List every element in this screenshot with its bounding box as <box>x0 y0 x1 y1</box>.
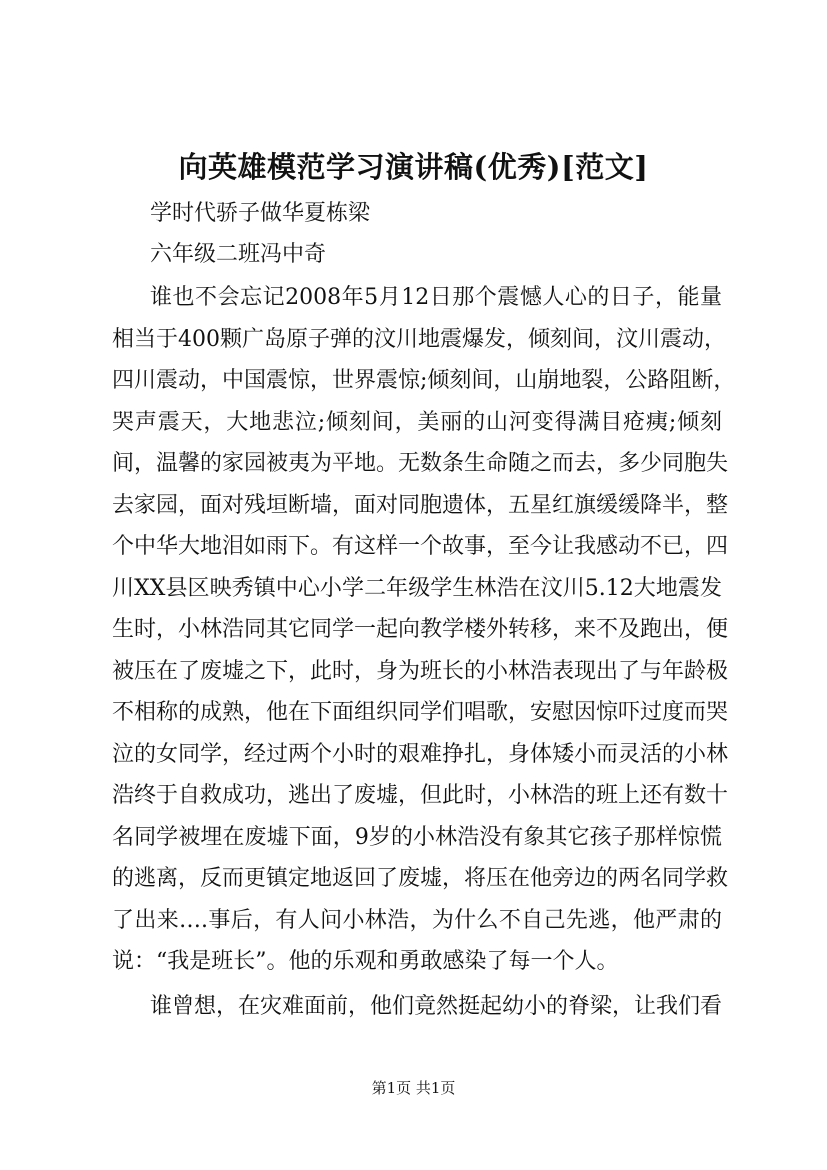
paragraph-line: 谁也不会忘记2008年5月12日那个震憾人心的日子，能量 <box>150 285 722 310</box>
paragraph-line: 被压在了废墟之下，此时，身为班长的小林浩表现出了与年龄极 <box>112 659 729 684</box>
document-title: 向英雄模范学习演讲稿(优秀)[范文] <box>178 150 649 184</box>
paragraph-line: 说：“我是班长”。他的乐观和勇敢感染了每一个人。 <box>112 949 619 974</box>
paragraph-line: 了出来….事后，有人问小林浩，为什么不自己先逃，他严肃的 <box>112 908 722 933</box>
document-subtitle: 学时代骄子做华夏栋梁 <box>150 201 371 226</box>
author-line: 六年级二班冯中奇 <box>150 242 327 267</box>
paragraph-line: 哭声震天，大地悲泣;倾刻间，美丽的山河变得满目疮痍;倾刻 <box>112 410 722 435</box>
paragraph-line: 去家园，面对残垣断墙，面对同胞遗体，五星红旗缓缓降半，整 <box>112 493 729 518</box>
paragraph-line: 名同学被埋在废墟下面，9岁的小林浩没有象其它孩子那样惊慌 <box>112 825 722 850</box>
paragraph-line: 相当于400颗广岛原子弹的汶川地震爆发，倾刻间，汶川震动， <box>112 327 726 352</box>
page-footer: 第1页 共1页 <box>371 1079 456 1097</box>
paragraph-line: 浩终于自救成功，逃出了废墟，但此时，小林浩的班上还有数十 <box>112 783 729 808</box>
paragraph-line: 的逃离，反而更镇定地返回了废墟，将压在他旁边的两名同学救 <box>112 866 729 891</box>
paragraph-line: 个中华大地泪如雨下。有这样一个故事，至今让我感动不已，四 <box>112 534 729 559</box>
paragraph-line: 川XX县区映秀镇中心小学二年级学生林浩在汶川5.12大地震发 <box>112 576 722 601</box>
paragraph-line: 间，温馨的家园被夷为平地。无数条生命随之而去，多少同胞失 <box>112 451 729 476</box>
paragraph-line: 不相称的成熟，他在下面组织同学们唱歌，安慰因惊吓过度而哭 <box>112 700 729 725</box>
paragraph-line: 生时，小林浩同其它同学一起向教学楼外转移，来不及跑出，便 <box>112 617 729 642</box>
paragraph-line: 四川震动，中国震惊，世界震惊;倾刻间，山崩地裂，公路阻断， <box>112 368 736 393</box>
paragraph-line: 谁曾想，在灾难面前，他们竟然挺起幼小的脊梁，让我们看 <box>150 994 723 1019</box>
paragraph-line: 泣的女同学，经过两个小时的艰难挣扎，身体矮小而灵活的小林 <box>112 742 729 767</box>
